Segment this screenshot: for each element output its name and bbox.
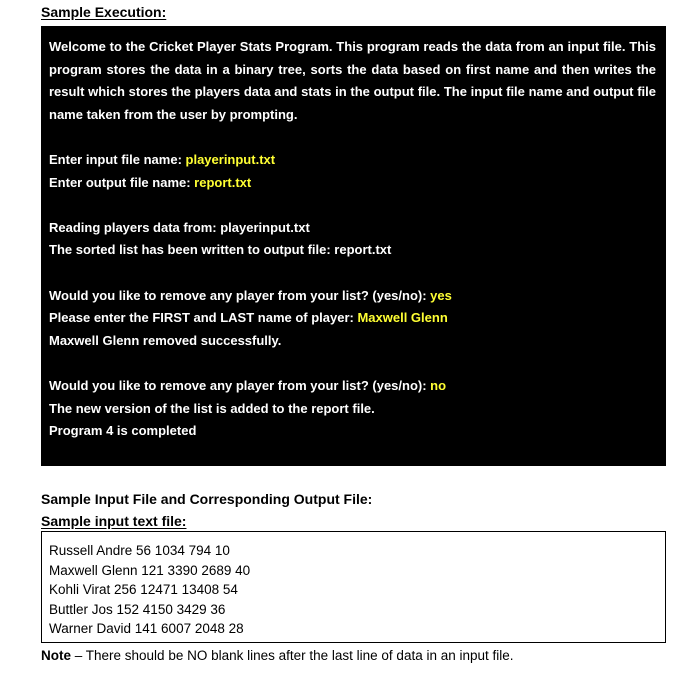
new-version-line: The new version of the list is added to the report file.: [49, 400, 375, 416]
program-intro-text: Welcome to the Cricket Player Stats Program. This program reads the data from an input file. This program stores the data in a binary tree, sorts the data based on first name and then writes the result which stores the players data and stats in the output file. The input file name and output file name taken from the user by prompting.: [49, 39, 656, 122]
blank-line: [49, 262, 658, 285]
remove-prompt-2: Would you like to remove any player from your list? (yes/no):: [49, 377, 431, 393]
remove-prompt-1: Would you like to remove any player from your list? (yes/no):: [49, 287, 431, 303]
note-body: – There should be NO blank lines after the last line of data in an input file.: [71, 648, 514, 663]
input-file-line: Kohli Virat 256 12471 13408 54: [49, 582, 238, 598]
input-file-value: playerinput.txt: [185, 151, 276, 167]
input-file-line: Warner David 141 6007 2048 28: [49, 621, 244, 637]
sample-io-heading: Sample Input File and Corresponding Output File:: [41, 491, 373, 507]
blank-line: [49, 194, 658, 217]
output-file-prompt: Enter output file name:: [49, 174, 195, 190]
blank-line: [49, 352, 658, 375]
input-file-line: Buttler Jos 152 4150 3429 36: [49, 601, 226, 617]
reading-data-line: Reading players data from: playerinput.txt: [49, 219, 310, 235]
input-file-line: Maxwell Glenn 121 3390 2689 40: [49, 562, 251, 578]
remove-answer-1: yes: [430, 287, 452, 303]
remove-answer-2: no: [430, 377, 447, 393]
remove-prompt-line-2: [49, 375, 658, 398]
terminal-output: [41, 26, 666, 466]
removed-success-line: Maxwell Glenn removed successfully.: [49, 332, 282, 348]
input-file-prompt-line: [49, 149, 658, 172]
sample-input-heading: Sample input text file:: [41, 513, 187, 529]
input-file-box: [41, 531, 666, 643]
output-file-prompt-line: [49, 172, 658, 195]
output-file-value: report.txt: [194, 174, 252, 190]
note-label: Note: [41, 648, 71, 663]
note-text: [41, 648, 514, 663]
sorted-list-line: The sorted list has been written to output file: report.txt: [49, 242, 392, 258]
blank-line: [49, 126, 658, 149]
player-name-value: Maxwell Glenn: [357, 310, 448, 326]
input-file-prompt: Enter input file name:: [49, 151, 186, 167]
remove-prompt-line-1: [49, 285, 658, 308]
sample-execution-heading: Sample Execution:: [41, 4, 167, 20]
player-name-prompt-line: [49, 307, 658, 330]
program-completed-line: Program 4 is completed: [49, 423, 197, 439]
input-file-line: Russell Andre 56 1034 794 10: [49, 543, 230, 558]
player-name-prompt: Please enter the FIRST and LAST name of player:: [49, 310, 358, 326]
